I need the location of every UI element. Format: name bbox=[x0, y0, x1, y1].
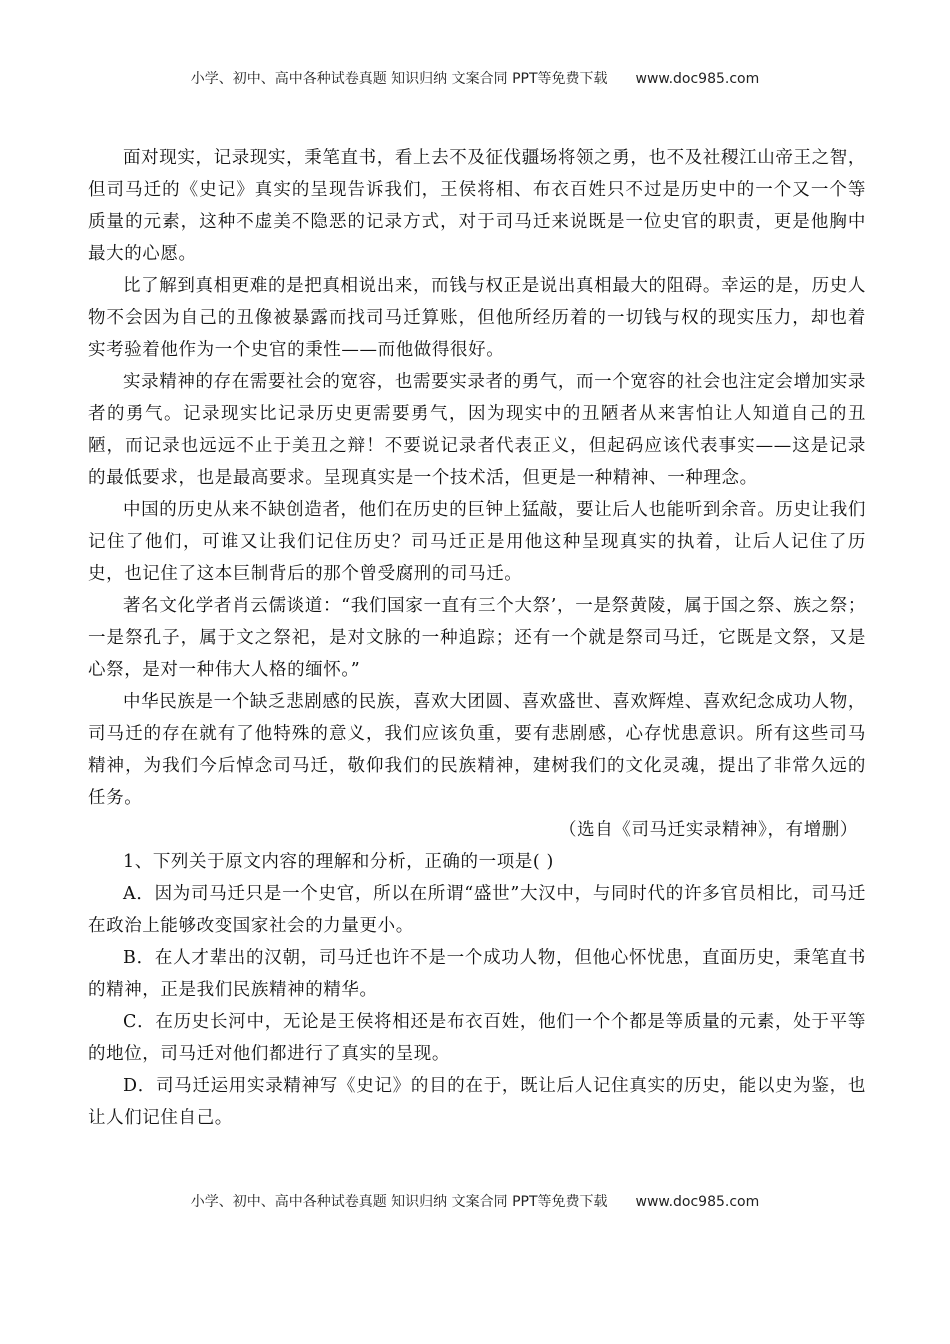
article-paragraph: 实录精神的存在需要社会的宽容，也需要实录者的勇气，而一个宽容的社会也注定会增加实录者的勇气。记录现实比记录历史更需要勇气，因为现实中的丑陋者从来害怕让人知道自己的丑陋，而记录也远远不止于美丑之辩！不要说记录者代表正义，但起码应该代表事实——这是记录的最低要求，也是最高要求。呈现真实是一个技术活，但更是一种精神、一种理念。 bbox=[88, 372, 866, 488]
article-paragraph: 比了解到真相更难的是把真相说出来，而钱与权正是说出真相最大的阻碍。幸运的是，历史人物不会因为自己的丑像被暴露而找司马迁算账，但他所经历着的一切钱与权的现实压力，却也着实考验着他作为一个史官的秉性——而他做得很好。 bbox=[88, 276, 866, 360]
footer-text: 小学、初中、高中各种试卷真题 知识归纳 文案合同 PPT等免费下载 bbox=[190, 1194, 608, 1210]
article-paragraph: 著名文化学者肖云儒谈道：“我们国家一直有三个大祭’，一是祭黄陵，属于国之祭、族之祭；一是祭孔子，属于文之祭祀，是对文脉的一种追踪；还有一个就是祭司马迁，它既是文祭，又是心祭，是对一种伟大人格的缅怀。” bbox=[88, 596, 866, 680]
page-footer bbox=[0, 1191, 950, 1211]
question-option-d: D．司马迁运用实录精神写《史记》的目的在于，既让后人记住真实的历史，能以史为鉴，也让人们记住自己。 bbox=[88, 1076, 866, 1128]
page-header bbox=[0, 68, 950, 88]
article-paragraph: 面对现实，记录现实，秉笔直书，看上去不及征伐疆场将领之勇，也不及社稷江山帝王之智，但司马迁的《史记》真实的呈现告诉我们，王侯将相、布衣百姓只不过是历史中的一个又一个等质量的元素，这种不虚美不隐恶的记录方式，对于司马迁来说既是一位史官的职责，更是他胸中最大的心愿。 bbox=[88, 148, 866, 264]
article-paragraph: 中华民族是一个缺乏悲剧感的民族，喜欢大团圆、喜欢盛世、喜欢辉煌、喜欢纪念成功人物，司马迁的存在就有了他特殊的意义，我们应该负重，要有悲剧感，心存忧患意识。所有这些司马精神，为我们今后悼念司马迁，敬仰我们的民族精神，建树我们的文化灵魂，提出了非常久远的任务。 bbox=[88, 692, 866, 808]
article-source: （选自《司马迁实录精神》，有增删） bbox=[559, 820, 858, 840]
header-site-link[interactable]: www.doc985.com bbox=[635, 71, 760, 87]
question-option-b: B．在人才辈出的汉朝，司马迁也许不是一个成功人物，但他心怀忧患，直面历史，秉笔直书的精神，正是我们民族精神的精华。 bbox=[88, 948, 866, 1000]
article-paragraph: 中国的历史从来不缺创造者，他们在历史的巨钟上猛敲，要让后人也能听到余音。历史让我们记住了他们，可谁又让我们记住历史？司马迁正是用他这种呈现真实的执着，让后人记住了历史，也记住了这本巨制背后的那个曾受腐刑的司马迁。 bbox=[88, 500, 866, 584]
question-option-c: C．在历史长河中，无论是王侯将相还是布衣百姓，他们一个个都是等质量的元素，处于平等的地位，司马迁对他们都进行了真实的呈现。 bbox=[88, 1012, 866, 1064]
question-option-a: A．因为司马迁只是一个史官，所以在所谓“盛世”大汉中，与同时代的许多官员相比，司马迁在政治上能够改变国家社会的力量更小。 bbox=[88, 884, 866, 936]
question-stem: 1、下列关于原文内容的理解和分析，正确的一项是( ) bbox=[123, 852, 554, 872]
document-body bbox=[88, 142, 866, 1134]
footer-site-link[interactable]: www.doc985.com bbox=[635, 1194, 760, 1210]
header-text: 小学、初中、高中各种试卷真题 知识归纳 文案合同 PPT等免费下载 bbox=[190, 71, 608, 87]
